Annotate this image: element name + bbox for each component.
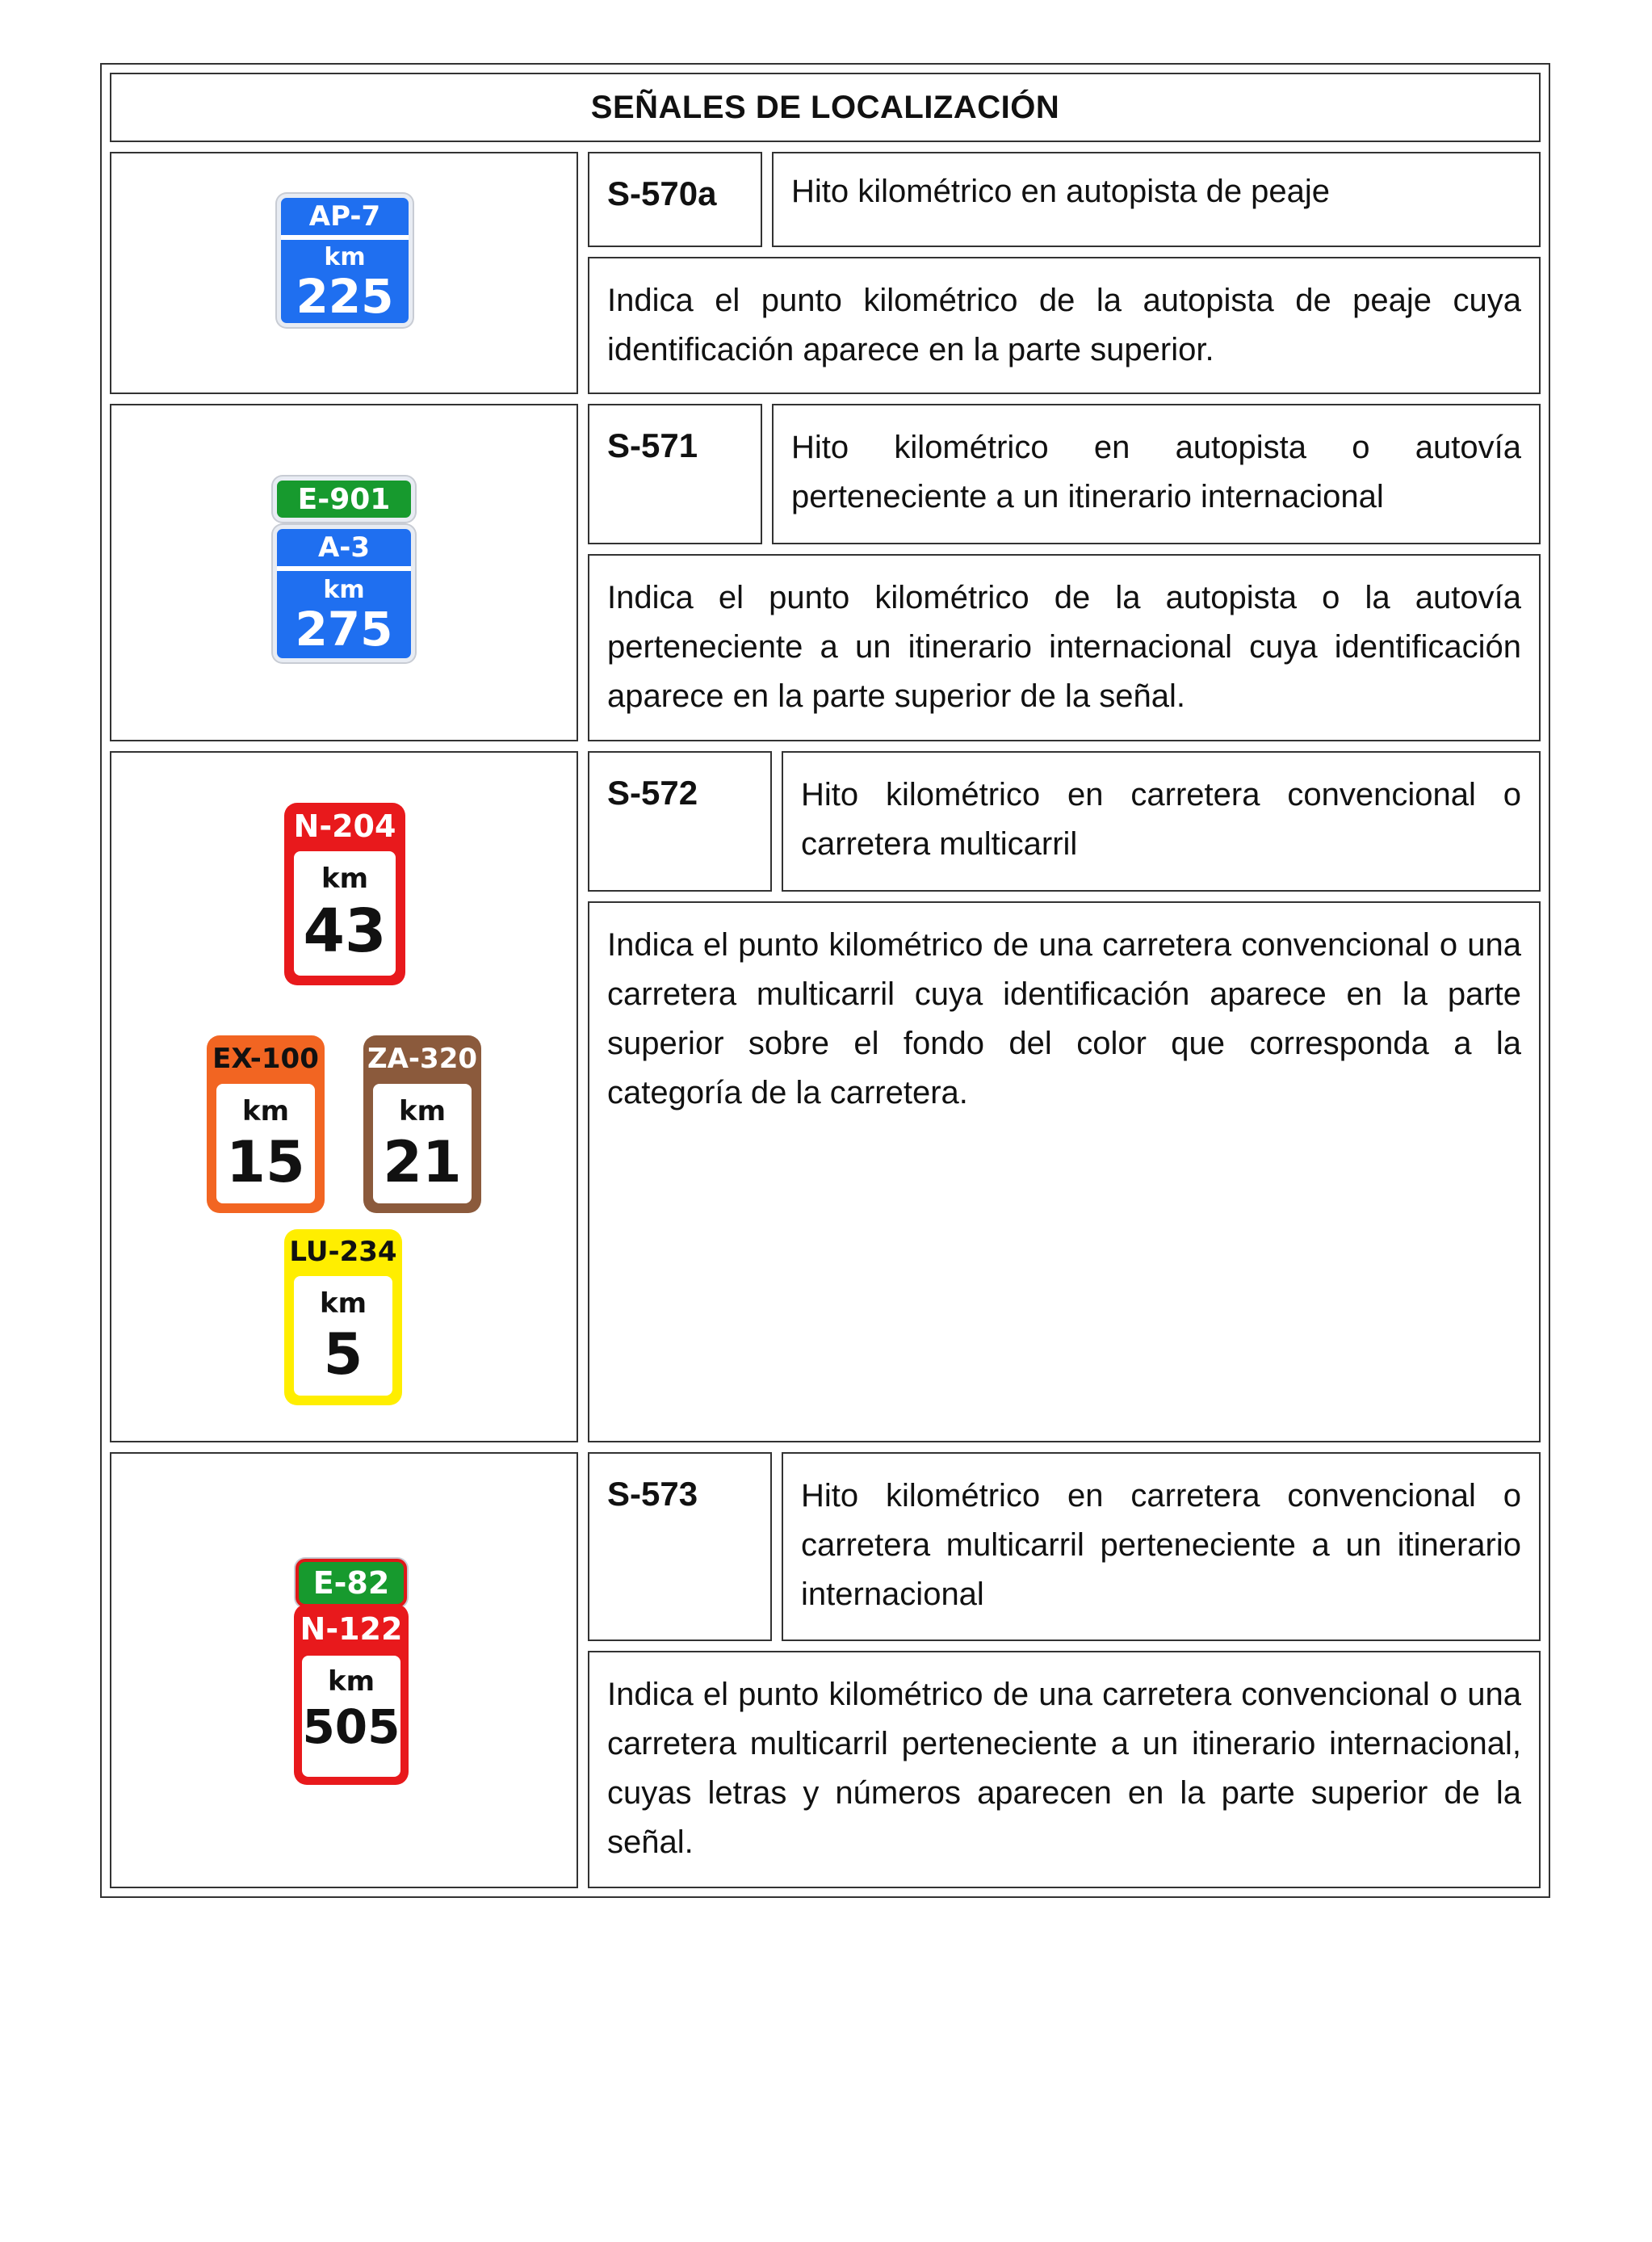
sign-code: S-573 (607, 1475, 698, 1513)
sign-ap7 (277, 194, 413, 327)
sign-ex100 (207, 1035, 325, 1213)
sign-cell-s572 (110, 751, 578, 1442)
sign-international-label: E-901 (273, 477, 415, 522)
description-cell-s572 (588, 901, 1541, 1442)
sign-km-label: km (398, 1095, 447, 1127)
sign-road-label: EX-100 (212, 1043, 319, 1075)
sign-cell-s570a (110, 152, 578, 394)
sign-km-label: km (319, 1287, 367, 1320)
sign-km-label: km (241, 1095, 290, 1127)
sign-cell-s573 (110, 1452, 578, 1888)
sign-cell-s571 (110, 404, 578, 741)
sign-road-label: N-204 (293, 808, 396, 844)
sign-road-label: LU-234 (289, 1236, 397, 1268)
sign-km-value: 505 (302, 1699, 400, 1754)
name-cell-s570a (772, 152, 1541, 247)
sign-km-label: km (323, 576, 365, 604)
sign-code: S-572 (607, 774, 698, 812)
description-cell-s573 (588, 1651, 1541, 1888)
sign-divider (277, 566, 411, 571)
sign-n204 (284, 803, 405, 985)
sign-lu234 (284, 1229, 402, 1405)
sign-km-label: km (321, 863, 369, 895)
sign-road-label: A-3 (317, 531, 371, 564)
sign-code: S-571 (607, 426, 698, 464)
sign-n122 (294, 1604, 409, 1785)
sign-km-value: 225 (296, 269, 394, 324)
sign-km-value: 43 (303, 896, 387, 966)
sign-international-label: E-82 (296, 1559, 407, 1607)
sign-km-value: 5 (323, 1321, 363, 1388)
sign-km-value: 275 (295, 602, 393, 657)
name-cell-s572 (782, 751, 1541, 892)
sign-a3 (273, 525, 415, 662)
code-cell-s570a (588, 152, 762, 247)
sign-description: Indica el punto kilométrico de la autopista de peaje cuya identificación aparece en la parte superior. (607, 283, 1521, 367)
sign-name: Hito kilométrico en carretera convencional o carretera multicarril (801, 777, 1521, 862)
sign-name: Hito kilométrico en autopista o autovía perteneciente a un itinerario internacional (791, 430, 1521, 514)
description-cell-s571 (588, 554, 1541, 741)
sign-road-label: ZA-320 (367, 1043, 478, 1075)
sign-divider (281, 235, 409, 240)
sign-km-value: 15 (226, 1129, 305, 1195)
code-cell-s571 (588, 404, 762, 544)
sign-km-label: km (324, 243, 366, 271)
name-cell-s573 (782, 1452, 1541, 1641)
sign-za320 (363, 1035, 481, 1213)
sign-km-label: km (327, 1665, 375, 1698)
sign-road-label: N-122 (300, 1611, 403, 1647)
sign-name: Hito kilométrico en carretera convencional o carretera multicarril perteneciente a un itinerario internacional (801, 1478, 1521, 1612)
sign-code: S-570a (607, 174, 717, 212)
sign-km-value: 21 (383, 1129, 462, 1195)
sign-road-label: AP-7 (308, 200, 381, 233)
table-title-text: SEÑALES DE LOCALIZACIÓN (590, 89, 1060, 125)
sign-description: Indica el punto kilométrico de una carretera convencional o una carretera multicarril cuya identificación aparece en la parte superior sobre el fondo del color que corresponda a la categoría de la carretera. (607, 927, 1521, 1111)
sign-description: Indica el punto kilométrico de la autopista o la autovía perteneciente a un itinerario internacional cuya identificación aparece en la parte superior de la señal. (607, 580, 1521, 714)
code-cell-s573 (588, 1452, 772, 1641)
sign-name: Hito kilométrico en autopista de peaje (791, 174, 1331, 209)
sign-description: Indica el punto kilométrico de una carretera convencional o una carretera multicarril perteneciente a un itinerario internacional, cuyas letras y números aparecen en la parte superior de la señal. (607, 1677, 1521, 1860)
code-cell-s572 (588, 751, 772, 892)
name-cell-s571 (772, 404, 1541, 544)
table-title (110, 73, 1541, 142)
description-cell-s570a (588, 257, 1541, 394)
